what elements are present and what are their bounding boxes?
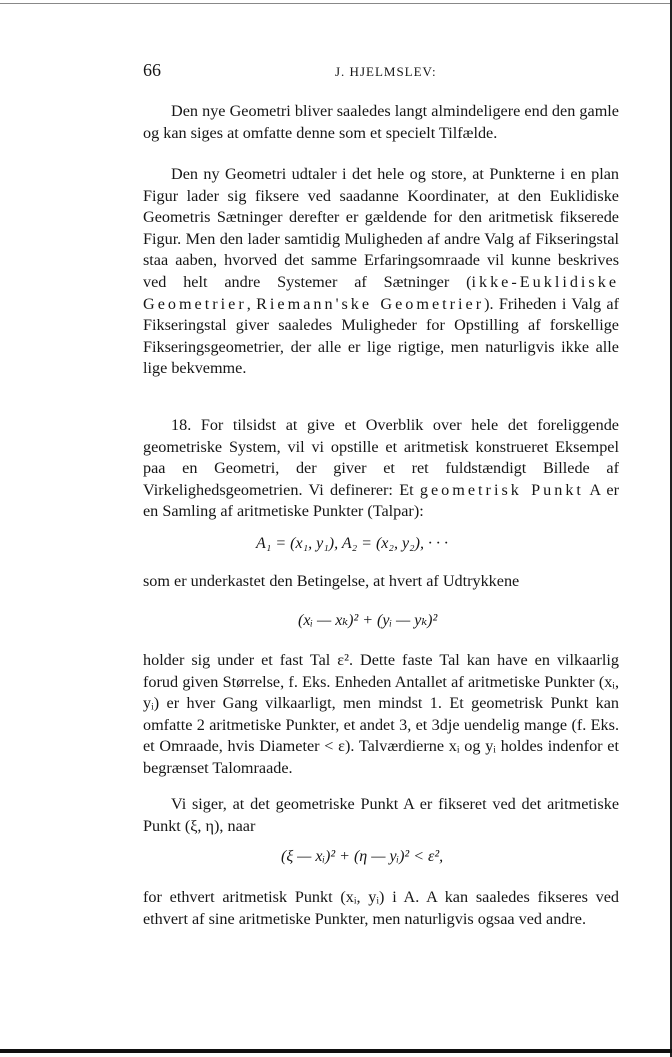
paragraph-bound: holder sig under et fast Tal ε². Dette faste Tal kan have en vilkaarlig forud given Størrelse, f. Eks. Enheden Antallet af aritmetiske Punkter (xᵢ, yᵢ) er hver Gang vilkaarligt, men mindst 1. Et geometrisk Punkt kan omfatte 2 aritmetiske Punkter, et andet 3, et 3dje uendelig mange (f. Eks. et Omraade, hvis Diameter < ε). Talværdierne xᵢ og yᵢ holdes indenfor et begrænset Talomraade. — [143, 651, 619, 777]
top-edge-rule — [0, 3, 672, 4]
bottom-edge-rule — [0, 1049, 672, 1053]
paragraph-18 — [143, 415, 619, 523]
formula-distance-expression: (xᵢ — xₖ)² + (yᵢ — yₖ)² — [298, 612, 438, 629]
paragraph-2 — [143, 164, 619, 380]
paragraph-18-spaced-term: geometrisk Punkt — [419, 480, 584, 499]
paragraph-18-text-c: A er en Samling af aritmetiske Punkter (Talpar): — [143, 480, 619, 521]
paragraph-conclusion: for ethvert aritmetisk Punkt (xᵢ, yᵢ) i A. A kan saaledes fikseres ved ethvert af sine aritmetiske Punkter, men naturligvis ogsaa ved andre. — [143, 888, 619, 928]
paragraph-fixation: Vi siger, at det geometriske Punkt A er fikseret ved det aritmetiske Punkt (ξ, η), naar — [143, 795, 619, 835]
paragraph-2-text-c: , — [246, 294, 257, 313]
paragraph-18-text-a: 18. For tilsidst at give et Overblik over hele det foreliggende geometriske System, vil vi opstille et aritmetisk konstrueret Eksempel paa en Geometri, der giver et ret fuldstændigt Billede af Virkelighedsgeometrien. Vi definerer: Et — [143, 416, 619, 499]
formula-fixation-inequality: (ξ — xᵢ)² + (η — yᵢ)² < ε², — [281, 848, 444, 865]
paragraph-2-spaced-term-2: Riemann'ske Geometrier — [256, 294, 485, 313]
paragraph-2-text-e: ). Friheden i Valg af Fikseringstal giver saaledes Muligheder for Opstilling af forskellige Fikseringsgeometrier, der alle er lige rigtige, men naturligvis ikke alle lige bekvemme. — [143, 294, 619, 378]
running-head: J. HJELMSLEV: — [335, 64, 437, 79]
paragraph-condition: som er underkastet den Betingelse, at hvert af Udtrykkene — [143, 572, 520, 590]
paragraph-2-spaced-term-1: ikke-Euklidiske Geometrier — [143, 272, 619, 313]
paragraph-2-text-a: Den ny Geometri udtaler i det hele og store, at Punkterne i en plan Figur lader sig fiksere ved saadanne Koordinater, at den Euklidiske Geometris Sætninger derefter er gældende for den aritmetisk fikserede Figur. Men den lader samtidig Muligheden af andre Valg af Fikseringstal staa aaben, hvorved det samme Erfaringsomraade vil kunne beskrives ved helt andre Systemer af Sætninger ( — [143, 165, 619, 291]
paragraph-1: Den nye Geometri bliver saaledes langt almindeligere end den gamle og kan siges at omfatte denne som et specielt Tilfælde. — [143, 102, 619, 142]
formula-arithmetic-points: A₁ = (x₁, y₁), A₂ = (x₂, y₂), · · · — [256, 535, 448, 552]
page-number: 66 — [143, 60, 161, 80]
